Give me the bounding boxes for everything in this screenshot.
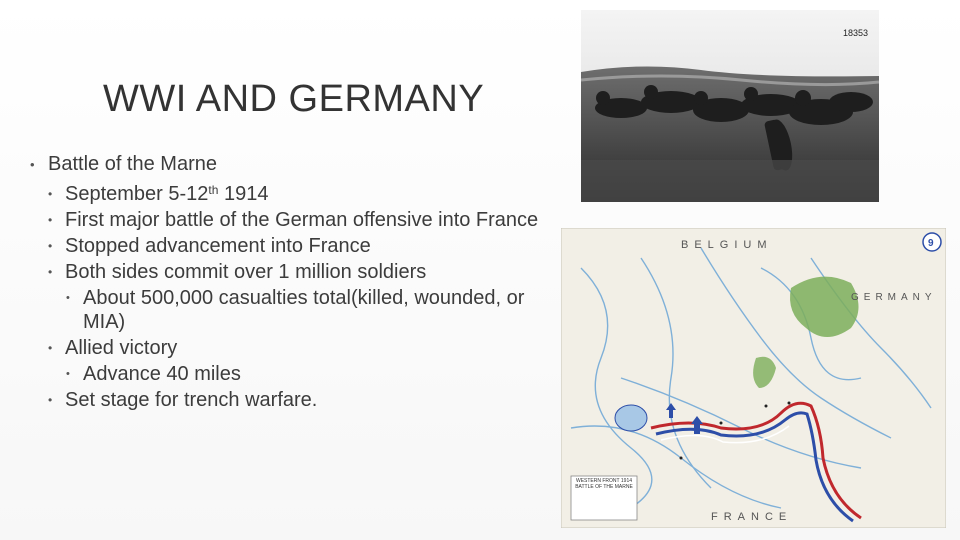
- sub-bullet-first-major-battle: • First major battle of the German offensive into France: [30, 208, 550, 232]
- soldiers-photo: [581, 10, 879, 202]
- marne-battle-map-image: [561, 228, 946, 528]
- slide-title: WWI AND GERMANY: [103, 78, 485, 120]
- sub-bullet-trench-warfare: • Set stage for trench warfare.: [30, 388, 550, 412]
- map-plate-number: 9: [928, 238, 934, 249]
- slide-body: [30, 150, 550, 412]
- sub-bullet-soldiers: • Both sides commit over 1 million soldiers: [30, 260, 550, 284]
- soldiers-photo-image: [581, 10, 879, 202]
- sub-bullet-dates: [30, 182, 550, 206]
- map-label-france: FRANCE: [711, 511, 793, 523]
- map-label-belgium: BELGIUM: [681, 239, 773, 251]
- sub-sub-bullet-advance: • Advance 40 miles: [30, 362, 550, 386]
- map-label-germany: GERMANY: [851, 292, 937, 303]
- sub-bullet-allied-victory: • Allied victory: [30, 336, 550, 360]
- sub-bullet-list: [30, 182, 550, 412]
- map-legend-text: WESTERN FRONT 1914 BATTLE OF THE MARNE: [575, 478, 633, 490]
- photo-caption-number: 18353: [843, 28, 869, 38]
- sub-sub-bullet-casualties: • About 500,000 casualties total(killed, wounded, or MIA): [30, 286, 550, 334]
- dates-year: 1914: [218, 183, 269, 205]
- bullet-battle-of-the-marne: • Battle of the Marne: [30, 150, 550, 179]
- marne-battle-map: [561, 228, 946, 528]
- dates-text: September 5-12: [65, 183, 209, 205]
- dates-superscript: th: [208, 183, 219, 197]
- sub-bullet-stopped-advancement: • Stopped advancement into France: [30, 234, 550, 258]
